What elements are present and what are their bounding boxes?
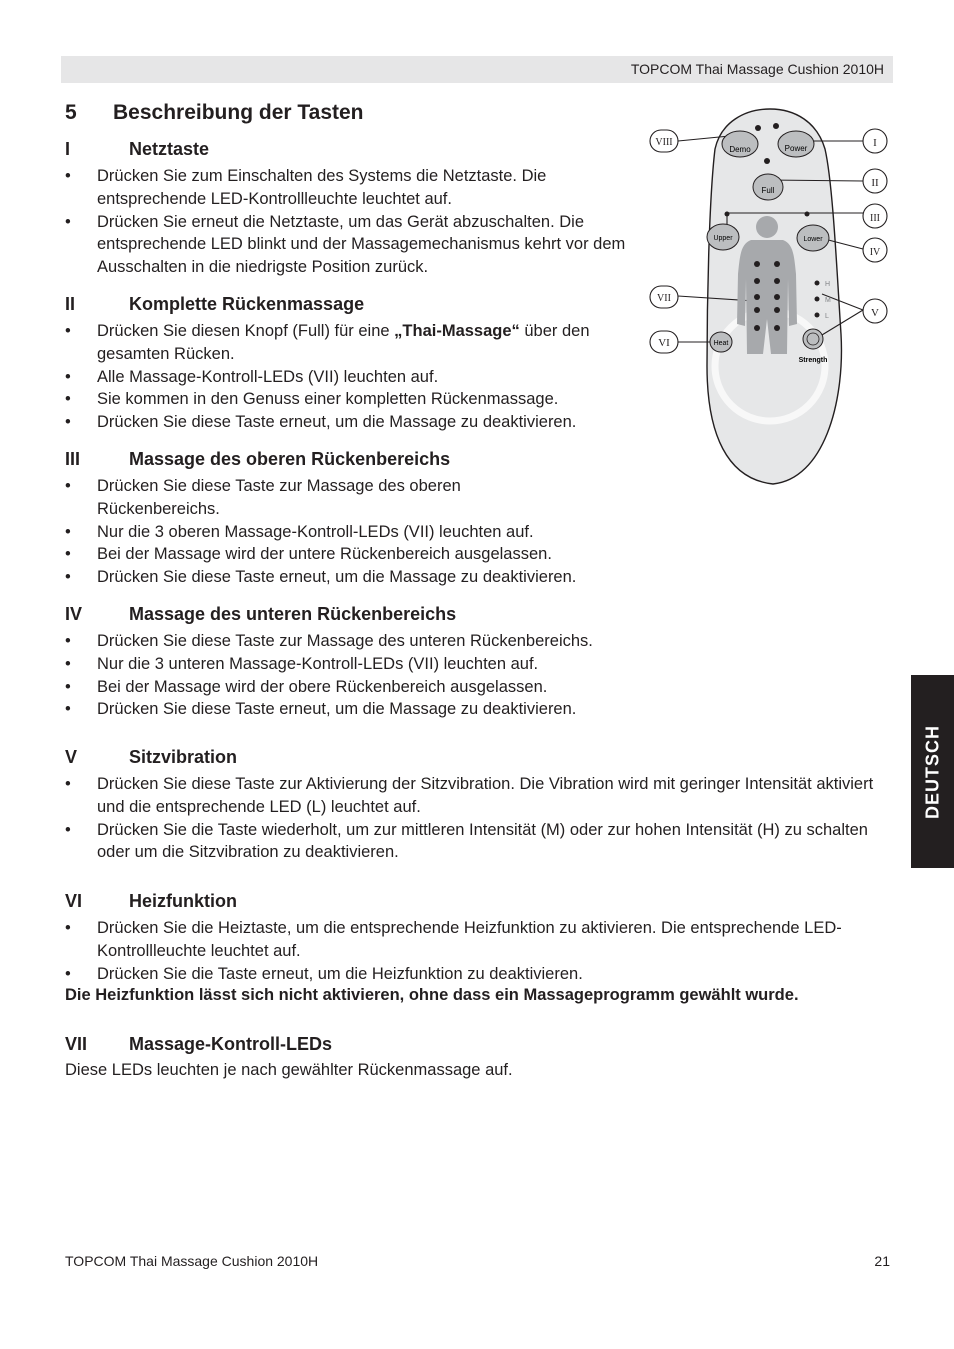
massage-led [774,325,780,331]
callout-viii: VIII [655,137,673,148]
callout-vi: VI [658,337,670,349]
list-item: • Drücken Sie zum Einschalten des Systems die Netztaste. Die entsprechende LED-Kontrollleuchte leuchtet auf. [65,165,635,211]
massage-led [754,261,760,267]
demo-button[interactable] [722,131,758,157]
demo-label: Demo [729,145,751,154]
list-komplette-rueckenmassage [65,320,635,434]
led-dot [755,125,761,131]
text-run: über den gesamten Rücken. [97,322,590,363]
massage-led [754,325,760,331]
subheading-text: Massage-Kontroll-LEDs [129,1034,333,1054]
subheading-text: Massage des oberen Rückenbereichs [129,449,451,469]
page-number: 21 [874,1253,890,1269]
list-item [65,320,635,366]
section-title-text: Beschreibung der Tasten [113,101,364,124]
roman-numeral: V [65,747,78,767]
subheading-text: Massage des unteren Rückenbereichs [129,604,457,624]
list-item: • Drücken Sie diese Taste zur Massage des unteren Rückenbereichs. [65,630,891,653]
language-tab [911,675,954,868]
list-item: • Drücken Sie diese Taste erneut, um die Massage zu deaktivieren. [65,698,891,721]
list-netztaste [65,165,635,279]
list-sitzvibration [65,773,891,864]
section-number: 5 [65,101,77,124]
massage-led [754,307,760,313]
massage-led [774,294,780,300]
full-label: Full [761,186,775,195]
text-run: Drücken Sie diesen Knopf (Full) für eine [97,322,395,340]
callout-vii: VII [657,293,671,304]
roman-numeral: VII [65,1034,88,1054]
subheading-text: Sitzvibration [129,747,238,767]
led-dot [725,212,730,217]
remote-control-illustration [645,104,895,489]
roman-numeral: IV [65,604,83,624]
list-item: • Bei der Massage wird der obere Rückenbereich ausgelassen. [65,676,891,699]
list-heizfunktion [65,917,891,985]
power-label: Power [784,144,808,153]
subheading-komplette-rueckenmassage [65,294,364,315]
strength-label: Strength [798,357,828,364]
massage-led [774,261,780,267]
header-title: TOPCOM Thai Massage Cushion 2010H [630,61,884,77]
list-item: • Drücken Sie diese Taste zur Aktivierung der Sitzvibration. Die Vibration wird mit geringer Intensität aktiviert und die entsprechende LED (L) leuchtet auf. [65,773,891,819]
heat-label: Heat [713,340,729,347]
callout-iv: IV [869,247,881,258]
header-bar [61,56,893,83]
heizfunktion-note: Die Heizfunktion lässt sich nicht aktivieren, ohne dass ein Massageprogramm gewählt wurde. [65,986,799,1004]
subheading-text: Netztaste [129,139,210,159]
subheading-netztaste [65,139,209,160]
massage-led [774,307,780,313]
massage-led [754,294,760,300]
list-item: • Drücken Sie diese Taste zur Massage des oberen Rückenbereichs. [65,475,517,521]
upper-button[interactable] [707,224,739,250]
list-item: • Drücken Sie diese Taste erneut, um die Massage zu deaktivieren. [65,566,635,589]
list-unterer-ruecken [65,630,891,721]
subheading-kontroll-leds [65,1034,332,1055]
led-dot [773,123,779,129]
callout-ii: II [871,177,879,189]
subheading-text: Heizfunktion [129,891,237,911]
massage-led [754,278,760,284]
lower-label: Lower [803,236,823,243]
subheading-heizfunktion [65,891,237,912]
kontroll-leds-text: Diese LEDs leuchten je nach gewählter Rückenmassage auf. [65,1061,513,1079]
list-item: • Nur die 3 oberen Massage-Kontroll-LEDs (VII) leuchten auf. [65,521,635,544]
roman-numeral: VI [65,891,83,911]
power-button[interactable] [778,131,814,157]
list-item: • Nur die 3 unteren Massage-Kontroll-LEDs (VII) leuchten auf. [65,653,891,676]
level-m-label: M [825,297,831,304]
roman-numeral: II [65,294,76,314]
full-button[interactable] [753,174,783,200]
strength-button[interactable] [803,329,823,349]
callout-iii: III [870,213,880,224]
list-item: • Drücken Sie die Taste erneut, um die Heizfunktion zu deaktivieren. [65,963,891,986]
level-l-label: L [825,313,829,320]
subheading-oberer-ruecken [65,449,450,470]
list-item: • Drücken Sie die Taste wiederholt, um zur mittleren Intensität (M) oder zur hohen Intensität (H) zu schalten oder um die Sitzvibration zu deaktivieren. [65,819,891,865]
list-item: • Alle Massage-Kontroll-LEDs (VII) leuchten auf. [65,366,635,389]
lower-button[interactable] [797,225,829,251]
led-dot [764,158,770,164]
list-oberer-ruecken [65,475,635,589]
list-item: • Drücken Sie erneut die Netztaste, um das Gerät abzuschalten. Die entsprechende LED blinkt und der Massagemechanismus kehrt vor dem Ausschalten in die niedrigste Position zurück. [65,211,635,279]
roman-numeral: III [65,449,81,469]
language-tab-label: DEUTSCH [922,724,942,819]
level-h-label: H [825,281,831,288]
subheading-unterer-ruecken [65,604,456,625]
list-item: • Drücken Sie die Heiztaste, um die entsprechende Heizfunktion zu aktivieren. Die entsprechende LED-Kontrollleuchte leuchtet auf. [65,917,891,963]
roman-numeral: I [65,139,71,159]
heat-button[interactable] [710,332,732,352]
callout-v: V [871,307,879,319]
subheading-sitzvibration [65,747,237,768]
list-item: • Sie kommen in den Genuss einer kompletten Rückenmassage. [65,388,635,411]
section-title [65,101,364,125]
bold-text: „Thai-Massage“ [394,322,520,340]
massage-led [774,278,780,284]
footer-title: TOPCOM Thai Massage Cushion 2010H [65,1253,319,1269]
list-item: • Drücken Sie diese Taste erneut, um die Massage zu deaktivieren. [65,411,635,434]
list-item: • Bei der Massage wird der untere Rückenbereich ausgelassen. [65,543,635,566]
subheading-text: Komplette Rückenmassage [129,294,365,314]
upper-label: Upper [713,235,733,242]
led-dot [805,212,810,217]
callout-i: I [873,137,877,149]
